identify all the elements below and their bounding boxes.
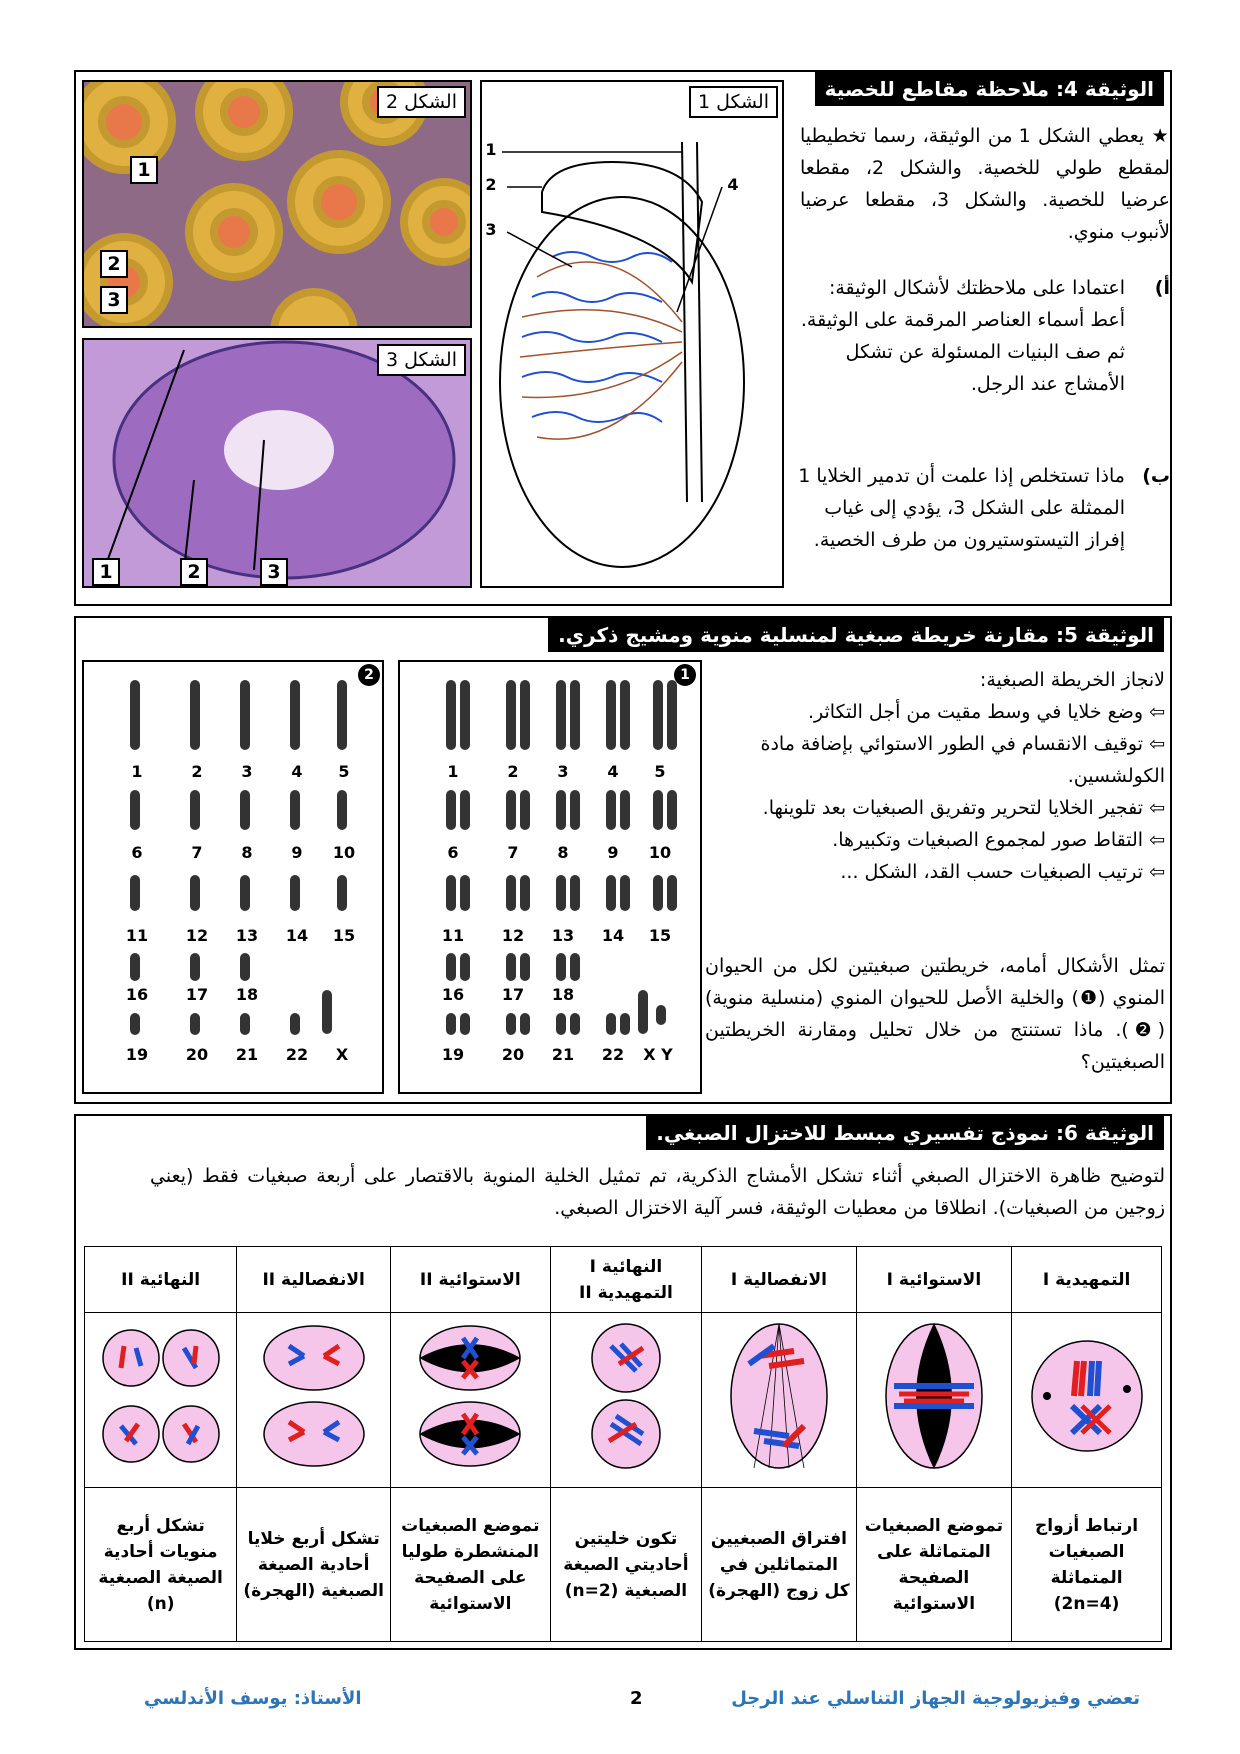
chromosome xyxy=(240,790,250,830)
phase-desc: تموضع الصبغيات المتماثلة على الصفيحة الاستوائية xyxy=(856,1488,1011,1642)
phase-names-row xyxy=(85,1247,1162,1313)
chromosome xyxy=(290,680,300,750)
doc5-title: الوثيقة 5: مقارنة خريطة صبغية لمنسلية منوية ومشيج ذكري. xyxy=(548,618,1164,652)
chromosome xyxy=(460,790,470,830)
chromosome xyxy=(240,1013,250,1035)
testis-diagram-svg xyxy=(482,82,782,586)
sex-chromosome-label: X Y xyxy=(643,1045,673,1064)
phase-name: الاستوائية I xyxy=(856,1247,1011,1313)
phase-name: الانفصالية I xyxy=(702,1247,856,1313)
fig3-label-3: 3 xyxy=(260,558,288,586)
anaphase-2-diagram xyxy=(237,1313,391,1488)
chromosome-number: 10 xyxy=(648,843,672,862)
chromosome xyxy=(190,875,200,911)
chromosome-number: 12 xyxy=(185,926,209,945)
figure-1-testis-diagram xyxy=(480,80,784,588)
chromosome xyxy=(446,953,456,981)
phase-name: النهائية I التمهيدية II xyxy=(550,1247,702,1313)
chromosome xyxy=(667,680,677,750)
chromosome xyxy=(290,1013,300,1035)
anaphase-1-diagram xyxy=(702,1313,856,1488)
chromosome xyxy=(520,1013,530,1035)
chromosome-number: 6 xyxy=(131,843,143,862)
chromosome-number: 10 xyxy=(332,843,356,862)
metaphase-1-diagram xyxy=(856,1313,1011,1488)
chromosome xyxy=(290,875,300,911)
fig3-label-2: 2 xyxy=(180,558,208,586)
doc4-title: الوثيقة 4: ملاحظة مقاطع للخصية xyxy=(815,72,1164,106)
chromosome-number: 3 xyxy=(557,762,569,781)
chromosome xyxy=(653,875,663,911)
fig3-caption: الشكل 3 xyxy=(377,344,466,376)
chromosome-number: 14 xyxy=(285,926,309,945)
karyotype-2-badge: 2 xyxy=(358,664,380,686)
doc5-step: ⇦ توقيف الانقسام في الطور الاستوائي بإضافة مادة الكولشسين. xyxy=(760,733,1165,787)
fig2-label-3: 3 xyxy=(100,286,128,314)
chromosome-number: 8 xyxy=(557,843,569,862)
chromosome-number: 22 xyxy=(285,1045,309,1064)
doc5-step: ⇦ التقاط صور لمجموع الصبغيات وتكبيرها. xyxy=(832,829,1165,851)
testis-cross-section-image xyxy=(84,82,472,328)
chromosome xyxy=(653,680,663,750)
chromosome xyxy=(606,790,616,830)
chromosome xyxy=(506,875,516,911)
chromosome xyxy=(506,790,516,830)
chromosome-number: 9 xyxy=(291,843,303,862)
footer-page-number: 2 xyxy=(630,1688,643,1709)
chromosome-number: 9 xyxy=(607,843,619,862)
chromosome xyxy=(556,680,566,750)
phase-desc: تشكل أربع منويات أحادية الصيغة الصبغية (n) xyxy=(85,1488,237,1642)
doc6-title: الوثيقة 6: نموذج تفسيري مبسط للاختزال الصبغي. xyxy=(646,1116,1164,1150)
chromosome-number: 5 xyxy=(338,762,350,781)
prophase-1-diagram xyxy=(1012,1313,1162,1488)
chromosome xyxy=(460,680,470,750)
doc5-step: ⇦ وضع خلايا في وسط مقيت من أجل التكاثر. xyxy=(808,701,1165,723)
phase-desc: ارتباط أزواج الصبغيات المتماثلة (2n=4) xyxy=(1012,1488,1162,1642)
fig3-label-1: 1 xyxy=(92,558,120,586)
chromosome-number: 20 xyxy=(185,1045,209,1064)
chromosome xyxy=(620,680,630,750)
chromosome-number: 11 xyxy=(441,926,465,945)
doc4-intro: ★ يعطي الشكل 1 من الوثيقة، رسما تخطيطيا لمقطع طولي للخصية. والشكل 2، مقطعا عرضيا للخصية. والشكل 3، مقطعا عرضيا لأنبوب منوي. xyxy=(800,125,1171,243)
chromosome xyxy=(606,680,616,750)
chromosome-number: 14 xyxy=(601,926,625,945)
sex-chromosome-label: X xyxy=(335,1045,349,1064)
phase-desc: تكون خليتين أحاديتي الصيغة الصبغية (n=2) xyxy=(550,1488,702,1642)
fig1-caption: الشكل 1 xyxy=(689,86,778,118)
chromosome xyxy=(506,680,516,750)
fig2-label-2: 2 xyxy=(100,250,128,278)
chromosome xyxy=(337,875,347,911)
chromosome-number: 4 xyxy=(607,762,619,781)
fig1-label-2: 2 xyxy=(485,175,497,194)
chromosome-number: 21 xyxy=(551,1045,575,1064)
chromosome xyxy=(520,953,530,981)
chromosome-number: 21 xyxy=(235,1045,259,1064)
fig2-caption: الشكل 2 xyxy=(377,86,466,118)
chromosome-number: 1 xyxy=(447,762,459,781)
chromosome xyxy=(606,1013,616,1035)
chromosome-number: 16 xyxy=(125,985,149,1004)
doc5-question: تمثل الأشكال أمامه، خريطتين صبغيتين لكل من الحيوان المنوي (❶) والخلية الأصل للحيوان المنوي (منسلية منوية) (❷). ماذا تستنتج من خلال تحليل ومقارنة الخريطتين الصبغيتين؟ xyxy=(705,955,1165,1073)
chromosome-number: 7 xyxy=(507,843,519,862)
chromosome xyxy=(460,1013,470,1035)
chromosome xyxy=(506,953,516,981)
chromosome-number: 18 xyxy=(235,985,259,1004)
chromosome xyxy=(130,790,140,830)
fig1-label-4: 4 xyxy=(727,175,739,194)
chromosome xyxy=(520,790,530,830)
chromosome xyxy=(556,790,566,830)
figure-2-testis-cross-section xyxy=(82,80,472,328)
chromosome xyxy=(446,1013,456,1035)
figure-3-seminiferous-tubule xyxy=(82,338,472,588)
chromosome xyxy=(520,680,530,750)
chromosome-number: 2 xyxy=(507,762,519,781)
chromosome xyxy=(570,875,580,911)
sex-chromosome xyxy=(322,990,332,1034)
fig1-label-1: 1 xyxy=(485,140,497,159)
doc4-question-a-label: أ) xyxy=(1154,277,1170,299)
chromosome xyxy=(556,953,566,981)
seminiferous-tubule-image xyxy=(84,340,472,588)
phase-name: التمهيدية I xyxy=(1012,1247,1162,1313)
chromosome xyxy=(130,680,140,750)
chromosome-number: 17 xyxy=(501,985,525,1004)
chromosome-number: 6 xyxy=(447,843,459,862)
chromosome-number: 18 xyxy=(551,985,575,1004)
chromosome xyxy=(337,680,347,750)
chromosome-number: 13 xyxy=(235,926,259,945)
phase-name: الانفصالية II xyxy=(237,1247,391,1313)
sex-chromosome xyxy=(638,990,648,1034)
chromosome-number: 7 xyxy=(191,843,203,862)
chromosome-number: 15 xyxy=(648,926,672,945)
chromosome xyxy=(130,875,140,911)
chromosome xyxy=(190,790,200,830)
chromosome-number: 1 xyxy=(131,762,143,781)
chromosome xyxy=(130,953,140,981)
chromosome-number: 8 xyxy=(241,843,253,862)
meiosis-phase-table xyxy=(84,1246,1162,1642)
chromosome-number: 3 xyxy=(241,762,253,781)
chromosome-number: 13 xyxy=(551,926,575,945)
doc4-question-b: ماذا تستخلص إذا علمت أن تدمير الخلايا 1 الممثلة على الشكل 3، يؤدي إلى غياب إفراز التيستوستيرون من طرف الخصية. xyxy=(798,465,1125,551)
chromosome xyxy=(570,1013,580,1035)
telophase-2-diagram xyxy=(85,1313,237,1488)
doc6-intro: لتوضيح ظاهرة الاختزال الصبغي أثناء تشكل الأمشاج الذكرية، تم تمثيل الخلية المنوية بالاقتصار على أربعة صبغيات فقط (يعني زوجين من الصبغيات). انطلاقا من معطيات الوثيقة، فسر آلية الاختزال الصبغي. xyxy=(150,1165,1165,1219)
chromosome xyxy=(240,875,250,911)
chromosome xyxy=(190,953,200,981)
chromosome-number: 2 xyxy=(191,762,203,781)
chromosome-number: 19 xyxy=(441,1045,465,1064)
chromosome-number: 11 xyxy=(125,926,149,945)
fig1-label-3: 3 xyxy=(485,220,497,239)
metaphase-2-diagram xyxy=(391,1313,551,1488)
chromosome xyxy=(446,790,456,830)
chromosome xyxy=(570,953,580,981)
chromosome xyxy=(653,790,663,830)
chromosome xyxy=(520,875,530,911)
doc5-steps-list xyxy=(710,696,1165,888)
chromosome-number: 5 xyxy=(654,762,666,781)
chromosome xyxy=(667,790,677,830)
chromosome xyxy=(190,1013,200,1035)
phase-descriptions-row xyxy=(85,1488,1162,1642)
telophase-1-diagram xyxy=(550,1313,702,1488)
chromosome-number: 16 xyxy=(441,985,465,1004)
chromosome xyxy=(506,1013,516,1035)
karyotype-1 xyxy=(398,660,702,1094)
phase-name: النهائية II xyxy=(85,1247,237,1313)
chromosome xyxy=(620,1013,630,1035)
karyotype-1-badge: 1 xyxy=(674,664,696,686)
chromosome xyxy=(337,790,347,830)
doc5-step: ⇦ ترتيب الصبغيات حسب القد، الشكل ... xyxy=(840,861,1165,883)
chromosome xyxy=(570,790,580,830)
sex-chromosome xyxy=(656,1005,666,1025)
chromosome xyxy=(240,680,250,750)
chromosome-number: 4 xyxy=(291,762,303,781)
chromosome xyxy=(667,875,677,911)
footer-teacher: الأستاذ: يوسف الأندلسي xyxy=(144,1688,362,1709)
chromosome xyxy=(190,680,200,750)
phase-name: الاستوائية II xyxy=(391,1247,551,1313)
chromosome-number: 15 xyxy=(332,926,356,945)
chromosome xyxy=(556,875,566,911)
doc4-question-b-label: ب) xyxy=(1142,465,1170,487)
chromosome xyxy=(446,875,456,911)
chromosome xyxy=(130,1013,140,1035)
chromosome xyxy=(570,680,580,750)
chromosome xyxy=(620,790,630,830)
chromosome xyxy=(460,953,470,981)
chromosome-number: 20 xyxy=(501,1045,525,1064)
chromosome xyxy=(620,875,630,911)
fig2-label-1: 1 xyxy=(130,156,158,184)
chromosome xyxy=(290,790,300,830)
footer-subject: تعضي وفيزيولوجية الجهاز التناسلي عند الرجل xyxy=(731,1688,1140,1709)
chromosome-number: 22 xyxy=(601,1045,625,1064)
doc4-question-a: اعتمادا على ملاحظتك لأشكال الوثيقة: أعط أسماء العناصر المرقمة على الوثيقة. ثم صف البنيات المسئولة عن تشكل الأمشاج عند الرجل. xyxy=(800,277,1125,395)
phase-desc: افتراق الصبغيين المتماثلين في كل زوج (الهجرة) xyxy=(702,1488,856,1642)
doc5-heading: لانجاز الخريطة الصبغية: xyxy=(979,669,1165,691)
karyotype-2 xyxy=(82,660,384,1094)
chromosome xyxy=(460,875,470,911)
phase-diagrams-row xyxy=(85,1313,1162,1488)
chromosome xyxy=(556,1013,566,1035)
chromosome-number: 12 xyxy=(501,926,525,945)
chromosome xyxy=(446,680,456,750)
phase-desc: تشكل أربع خلايا أحادية الصيغة الصبغية (الهجرة) xyxy=(237,1488,391,1642)
chromosome-number: 17 xyxy=(185,985,209,1004)
chromosome-number: 19 xyxy=(125,1045,149,1064)
chromosome xyxy=(606,875,616,911)
phase-desc: تموضع الصبغيات المنشطرة طوليا على الصفيحة الاستوائية xyxy=(391,1488,551,1642)
chromosome xyxy=(240,953,250,981)
doc5-step: ⇦ تفجير الخلايا لتحرير وتفريق الصبغيات بعد تلوينها. xyxy=(762,797,1165,819)
